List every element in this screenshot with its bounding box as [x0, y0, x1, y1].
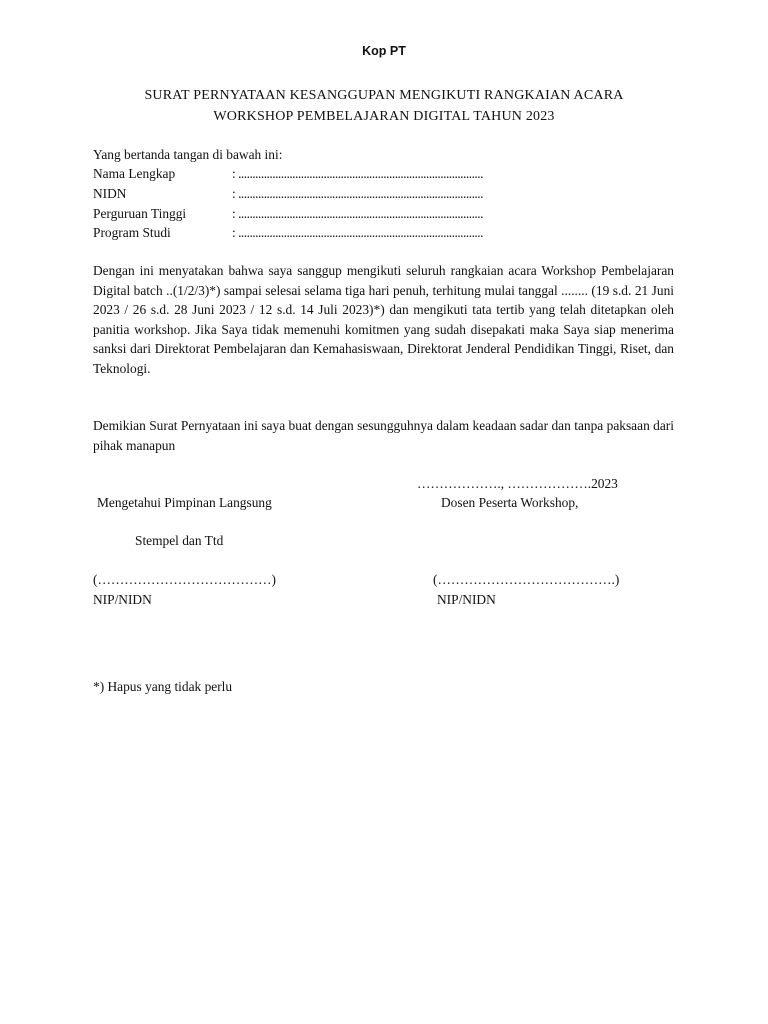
intro-text: Yang bertanda tangan di bawah ini: — [93, 147, 283, 162]
document-title-line-2: WORKSHOP PEMBELAJARAN DIGITAL TAHUN 2023 — [213, 109, 555, 124]
participant-signature-title: Dosen Peserta Workshop, — [441, 495, 579, 510]
statement-paragraph: Dengan ini menyatakan bahwa saya sanggup mengikuti seluruh rangkaian acara Workshop Pembelajaran Digital batch ..(1/2/3)*) sampai selesai selama tiga hari penuh, terhitung mulai tanggal ........ (19 s.d. 21 Juni 2023 / 26 s.d. 28 Juni 2023 / 12 s.d. 14 Juli 2023)*) dan mengikuti tata tertib yang telah ditetapkan oleh panitia workshop. Jika Saya tidak memenuhi komitmen yang sudah disepakati maka Saya siap menerima sanksi dari Direktorat Pembelajaran dan Kemahasiswaan, Direktorat Jenderal Pendidikan Tinggi, Riset, dan Teknologi. — [93, 263, 674, 376]
field-label: NIDN — [93, 186, 127, 201]
stamp-note: Stempel dan Ttd — [135, 533, 224, 548]
field-value-dots: : ...................................................................................... — [232, 225, 483, 240]
field-label: Perguruan Tinggi — [93, 206, 187, 221]
field-value-dots: : ...................................................................................... — [232, 166, 483, 181]
field-label: Program Studi — [93, 225, 171, 240]
participant-nip-label: NIP/NIDN — [437, 592, 496, 607]
supervisor-name-placeholder: (…………………………………) — [93, 572, 276, 587]
document-title-line-1: SURAT PERNYATAAN KESANGGUPAN MENGIKUTI RANGKAIAN ACARA — [144, 88, 624, 103]
field-value-dots: : ...................................................................................... — [232, 186, 483, 201]
supervisor-nip-label: NIP/NIDN — [93, 592, 152, 607]
field-label: Nama Lengkap — [93, 166, 176, 181]
letterhead-placeholder: Kop PT — [362, 44, 406, 58]
place-date-line: ………………., ……………….2023 — [417, 476, 618, 491]
participant-name-placeholder: (………………………………….) — [433, 572, 620, 587]
field-value-dots: : ...................................................................................... — [232, 206, 483, 221]
supervisor-signature-title: Mengetahui Pimpinan Langsung — [97, 495, 272, 510]
closing-paragraph: Demikian Surat Pernyataan ini saya buat dengan sesungguhnya dalam keadaan sadar dan tanpa paksaan dari pihak manapun — [93, 418, 674, 453]
footnote: *) Hapus yang tidak perlu — [93, 679, 233, 694]
